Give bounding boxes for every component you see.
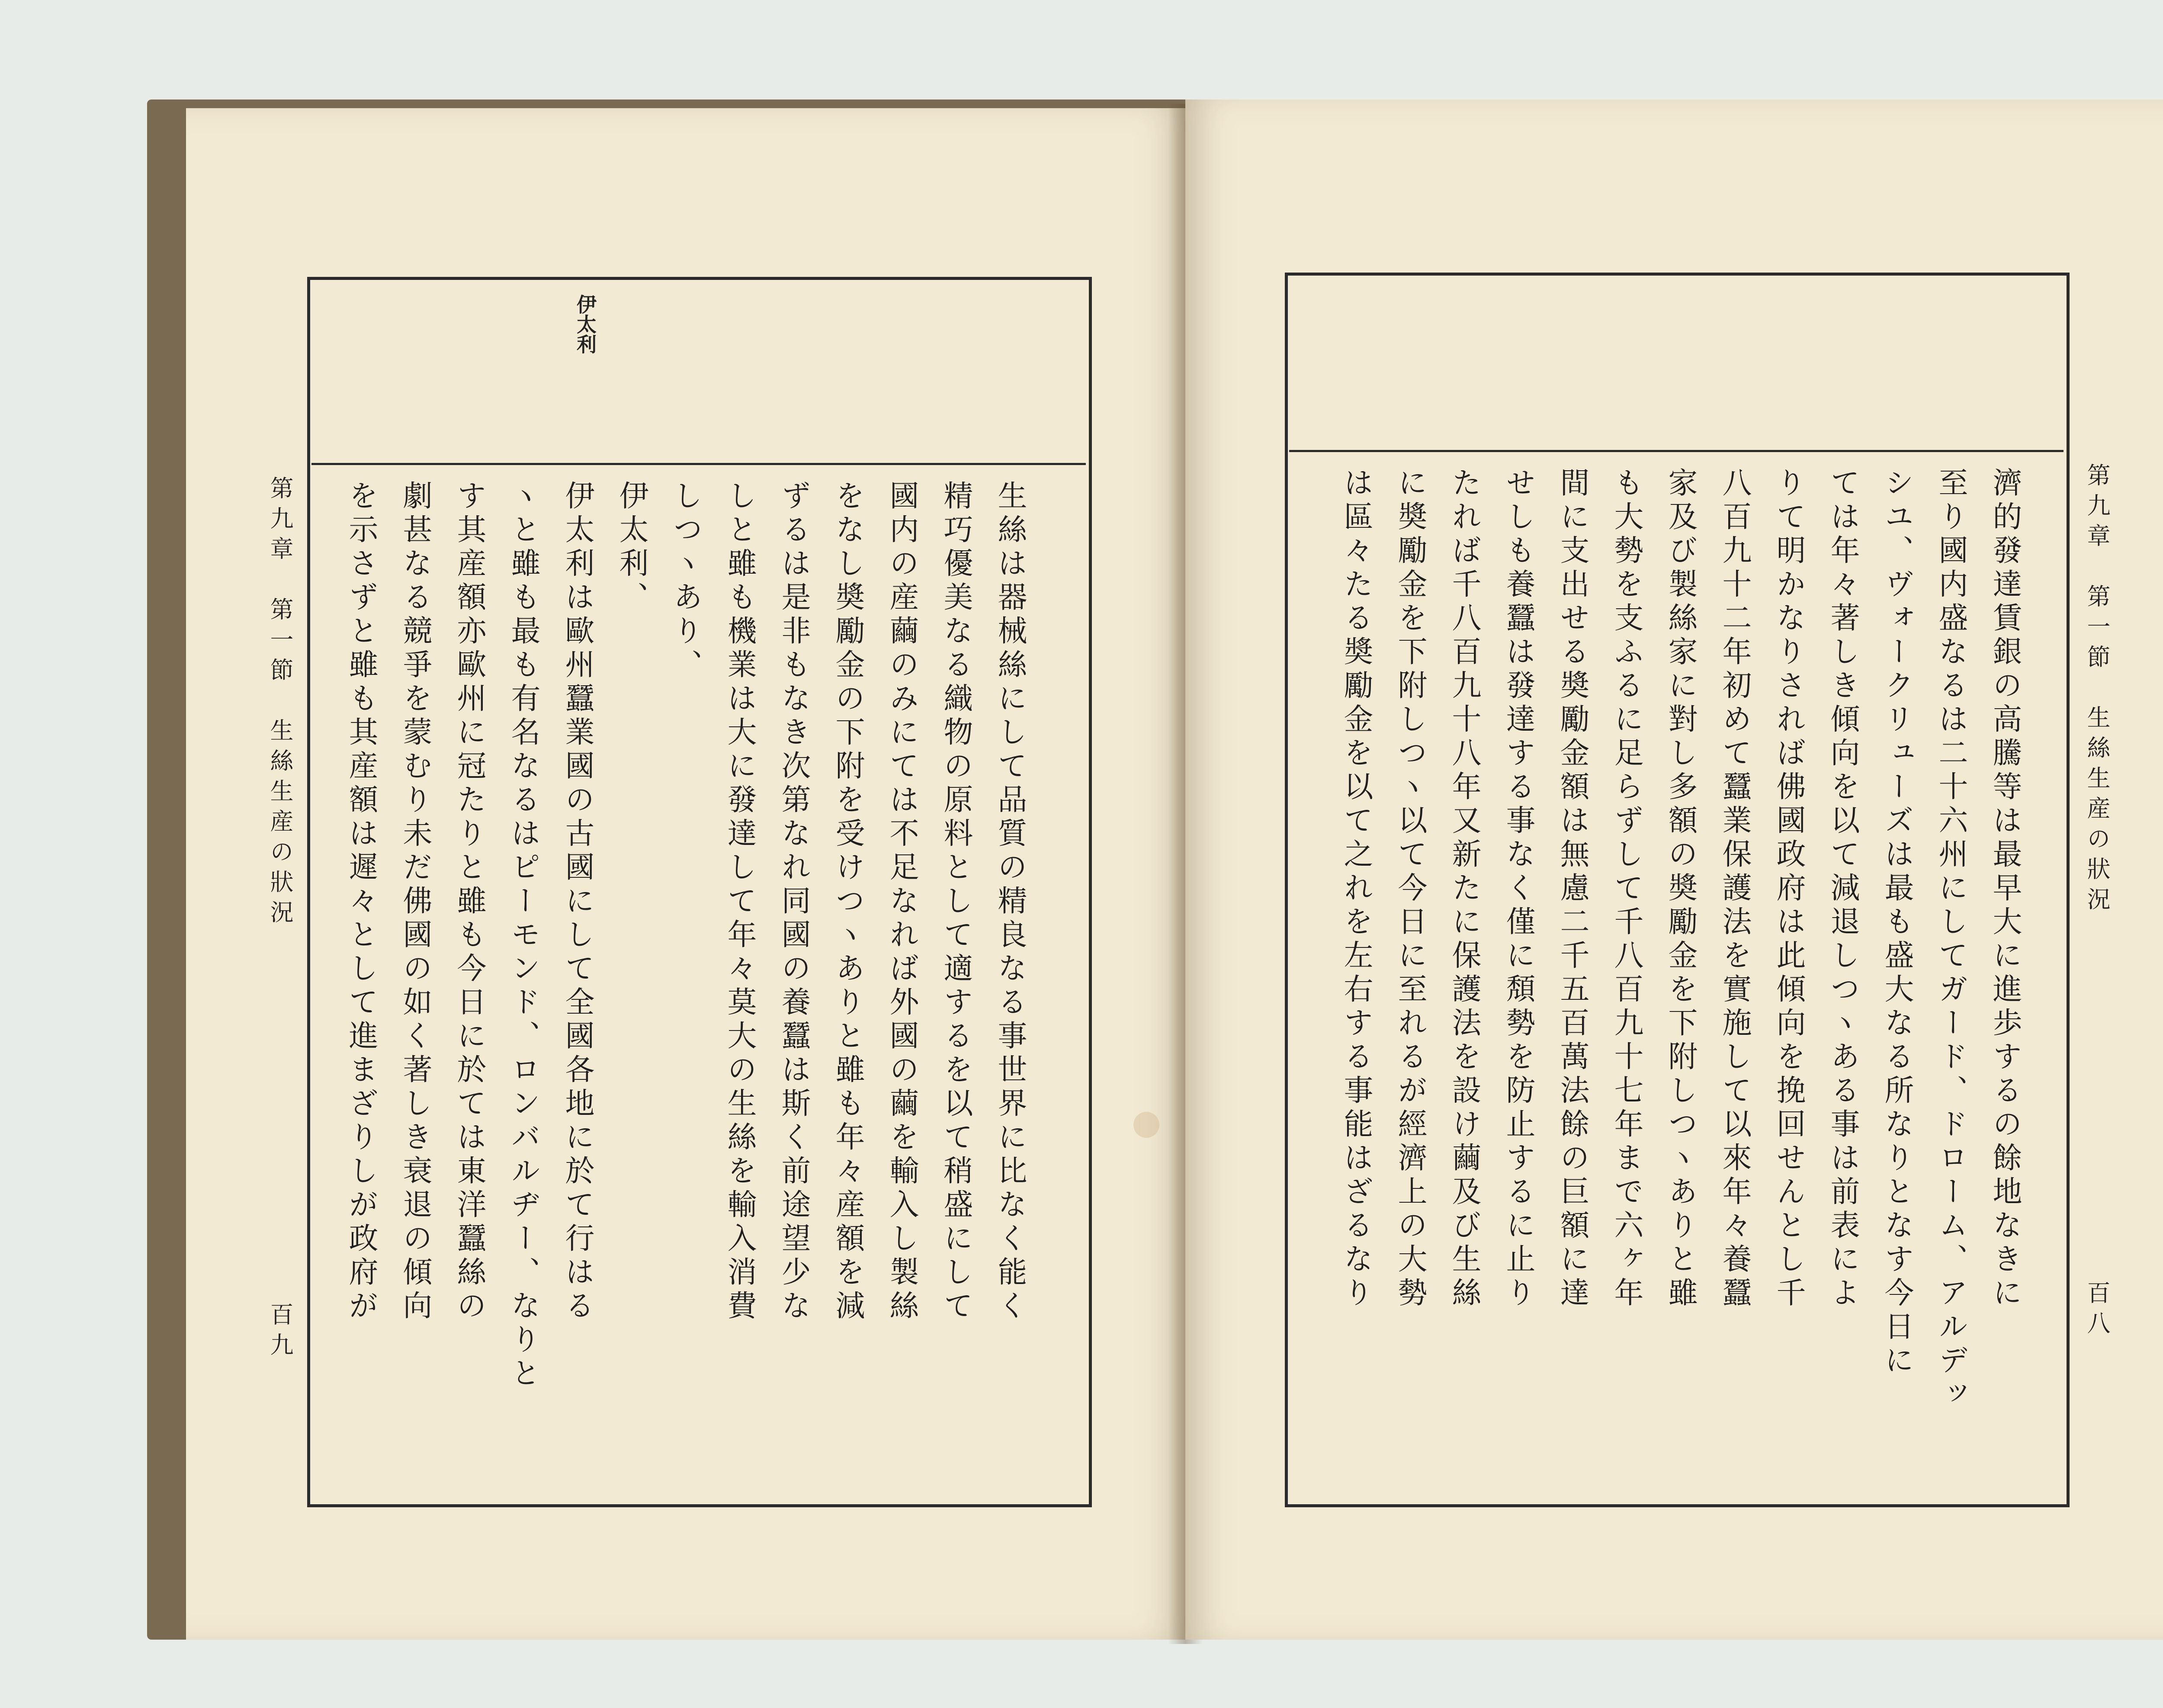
right-line-1: 濟的發達賃銀の高騰等は最早大に進歩するの餘地なきに bbox=[1988, 467, 2022, 1311]
left-line-5: ずるは是非もなき次第なれ同國の養蠶は斯く前途望少な bbox=[777, 480, 811, 1324]
right-running-header: 第九章 第一節 生絲生産の狀況 bbox=[2083, 463, 2111, 917]
right-line-5: りて明かなりされば佛國政府は此傾向を挽回せんとし千 bbox=[1771, 467, 1806, 1311]
left-line-8: 伊太利、 bbox=[614, 480, 648, 615]
left-page-number: 百九 bbox=[266, 1302, 294, 1363]
right-line-12: に奬勵金を下附しつヽ以て今日に至れるが經濟上の大勢 bbox=[1393, 467, 1427, 1311]
right-line-7: 家及び製絲家に對し多額の奬勵金を下附しつヽありと雖 bbox=[1663, 467, 1698, 1311]
right-line-10: せしも養蠶は發達する事なく僅に頽勢を防止するに止り bbox=[1501, 467, 1535, 1311]
left-header-rule bbox=[311, 463, 1086, 465]
right-line-4: ては年々著しき傾向を以て減退しつヽある事は前表によ bbox=[1826, 467, 1860, 1311]
left-line-1: 生絲は器械絲にして品質の精良なる事世界に比なく能く bbox=[993, 480, 1027, 1324]
right-line-11: たれば千八百九十八年又新たに保護法を設け繭及び生絲 bbox=[1447, 467, 1481, 1311]
left-line-11: す其産額亦歐州に冠たりと雖も今日に於ては東洋蠶絲の bbox=[452, 480, 486, 1324]
left-line-3: 國内の産繭のみにては不足なれば外國の繭を輸入し製絲 bbox=[885, 480, 919, 1324]
paper-stain bbox=[1133, 1112, 1159, 1138]
right-page-number: 百八 bbox=[2083, 1281, 2111, 1341]
right-line-9: 間に支出せる奬勵金額は無慮二千五百萬法餘の巨額に達 bbox=[1555, 467, 1589, 1311]
left-line-9: 伊太利は歐州蠶業國の古國にして全國各地に於て行はる bbox=[560, 480, 594, 1324]
right-line-6: 八百九十二年初めて蠶業保護法を實施して以來年々養蠶 bbox=[1717, 467, 1752, 1311]
right-header-rule bbox=[1289, 450, 2064, 452]
left-line-2: 精巧優美なる織物の原料として適するを以て稍盛にして bbox=[939, 480, 973, 1324]
left-running-header: 第九章 第一節 生絲生産の狀況 bbox=[266, 476, 294, 930]
right-line-3: シユ、ヴォークリューズは最も盛大なる所なりとなす今日に bbox=[1880, 467, 1914, 1378]
left-line-6: しと雖も機業は大に發達して年々莫大の生絲を輸入消費 bbox=[722, 480, 757, 1324]
left-line-12: 劇甚なる競爭を蒙むり未だ佛國の如く著しき衰退の傾向 bbox=[398, 480, 432, 1324]
left-page bbox=[186, 108, 1185, 1640]
left-line-4: をなし奬勵金の下附を受けつヽありと雖も年々産額を減 bbox=[831, 480, 865, 1324]
right-line-8: も大勢を支ふるに足らずして千八百九十七年まで六ヶ年 bbox=[1609, 467, 1643, 1311]
left-margin-note: 伊太利 bbox=[574, 294, 597, 354]
left-line-13: を示さずと雖も其産額は遲々として進まざりしが政府が bbox=[344, 480, 378, 1324]
right-page bbox=[1185, 100, 2163, 1640]
left-line-7: しつヽあり、 bbox=[668, 480, 703, 683]
right-line-2: 至り國内盛なるは二十六州にしてガード、ドローム、アルデッ bbox=[1934, 467, 1968, 1412]
right-line-13: は區々たる奬勵金を以て之れを左右する事能はざるなり bbox=[1339, 467, 1373, 1311]
left-line-10: ヽと雖も最も有名なるはピーモンド、ロンバルヂー、なりと bbox=[506, 480, 540, 1391]
